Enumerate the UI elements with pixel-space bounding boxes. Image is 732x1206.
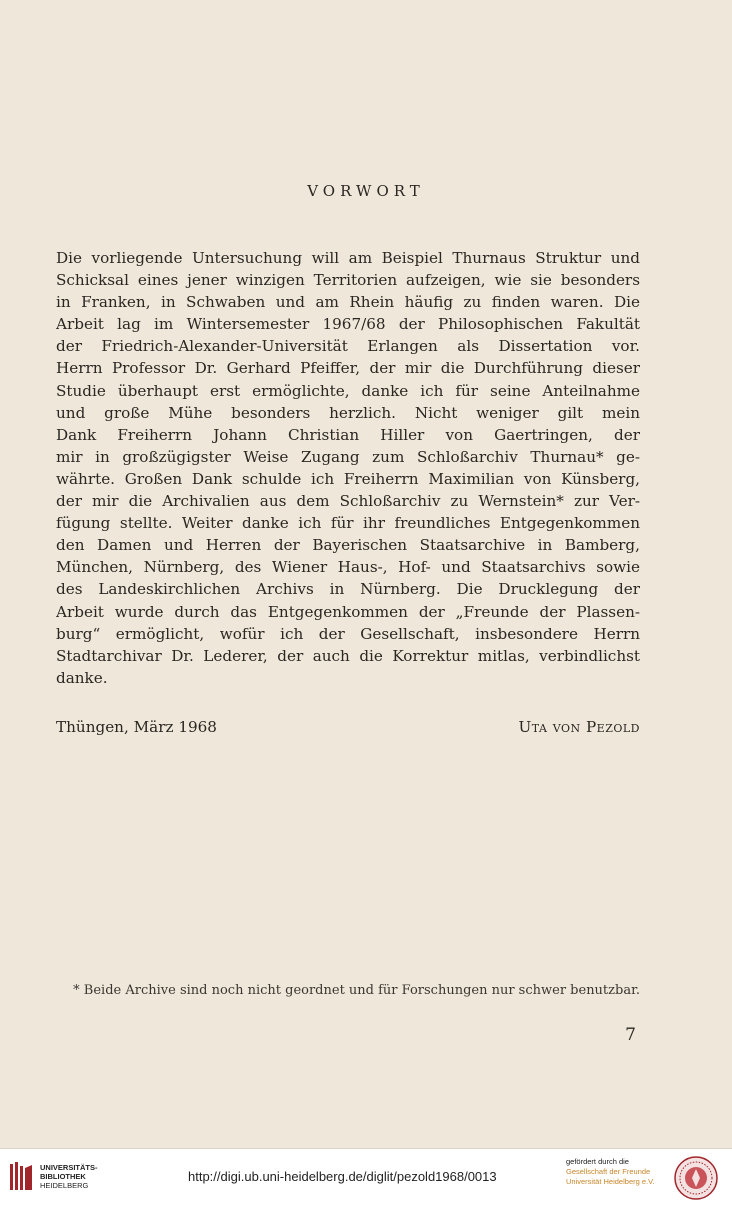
footnote: * Beide Archive sind noch nicht geordnet und für Forschungen nur schwer benutzbar.: [73, 983, 640, 998]
body-line: Arbeit lag im Wintersemester 1967/68 der Philosophischen Fakultät: [56, 315, 640, 334]
body-line: Herrn Professor Dr. Gerhard Pfeiffer, der mir die Durchführung dieser: [56, 359, 640, 378]
body-line: München, Nürnberg, des Wiener Haus-, Hof- und Staatsarchivs sowie: [56, 558, 640, 577]
body-line: Schicksal eines jener winzigen Territorien aufzeigen, wie sie besonders: [56, 271, 640, 290]
body-line: burg“ ermöglicht, wofür ich der Gesellschaft, insbesondere Herrn: [56, 624, 640, 643]
page-number: 7: [625, 1025, 636, 1045]
page-heading: VORWORT: [307, 182, 425, 200]
permalink[interactable]: http://digi.ub.uni-heidelberg.de/diglit/pezold1968/0013: [188, 1169, 497, 1184]
place-date: Thüngen, März 1968: [56, 718, 217, 736]
body-line: der Friedrich-Alexander-Universität Erlangen als Dissertation vor.: [56, 337, 640, 356]
body-line: des Landeskirchlichen Archivs in Nürnberg. Die Drucklegung der: [56, 580, 640, 599]
viewer-footer: [0, 1148, 732, 1206]
preface-body: [56, 247, 640, 689]
body-line: den Damen und Herren der Bayerischen Staatsarchive in Bamberg,: [56, 536, 640, 555]
body-line: mir in großzügigster Weise Zugang zum Schloßarchiv Thurnau* ge-: [56, 447, 640, 466]
body-line: währte. Großen Dank schulde ich Freiherrn Maximilian von Künsberg,: [56, 469, 640, 488]
body-line: in Franken, in Schwaben und am Rhein häufig zu finden waren. Die: [56, 293, 640, 312]
signoff: [56, 718, 640, 736]
author-name: Uta von Pezold: [518, 718, 640, 736]
body-line: danke.: [56, 668, 108, 687]
library-logo-icon: [8, 1160, 34, 1194]
body-line: Die vorliegende Untersuchung will am Beispiel Thurnaus Struktur und: [56, 249, 640, 267]
body-line: fügung stellte. Weiter danke ich für ihr freundliches Entgegenkommen: [56, 514, 640, 533]
university-seal-icon: [674, 1156, 718, 1200]
body-line: Dank Freiherrn Johann Christian Hiller von Gaertringen, der: [56, 425, 640, 444]
body-line: und große Mühe besonders herzlich. Nicht weniger gilt mein: [56, 403, 640, 422]
body-line: Arbeit wurde durch das Entgegenkommen der „Freunde der Plassen-: [56, 602, 640, 621]
sponsor-credit: gefördert durch die Gesellschaft der Freunde Universität Heidelberg e.V.: [566, 1157, 655, 1186]
body-line: der mir die Archivalien aus dem Schloßarchiv zu Wernstein* zur Ver-: [56, 492, 640, 511]
library-name: UNIVERSITÄTS- BIBLIOTHEK HEIDELBERG: [40, 1163, 98, 1190]
body-line: Studie überhaupt erst ermöglichte, danke ich für seine Anteilnahme: [56, 381, 640, 400]
body-line: Stadtarchivar Dr. Lederer, der auch die Korrektur mitlas, verbindlichst: [56, 646, 640, 665]
